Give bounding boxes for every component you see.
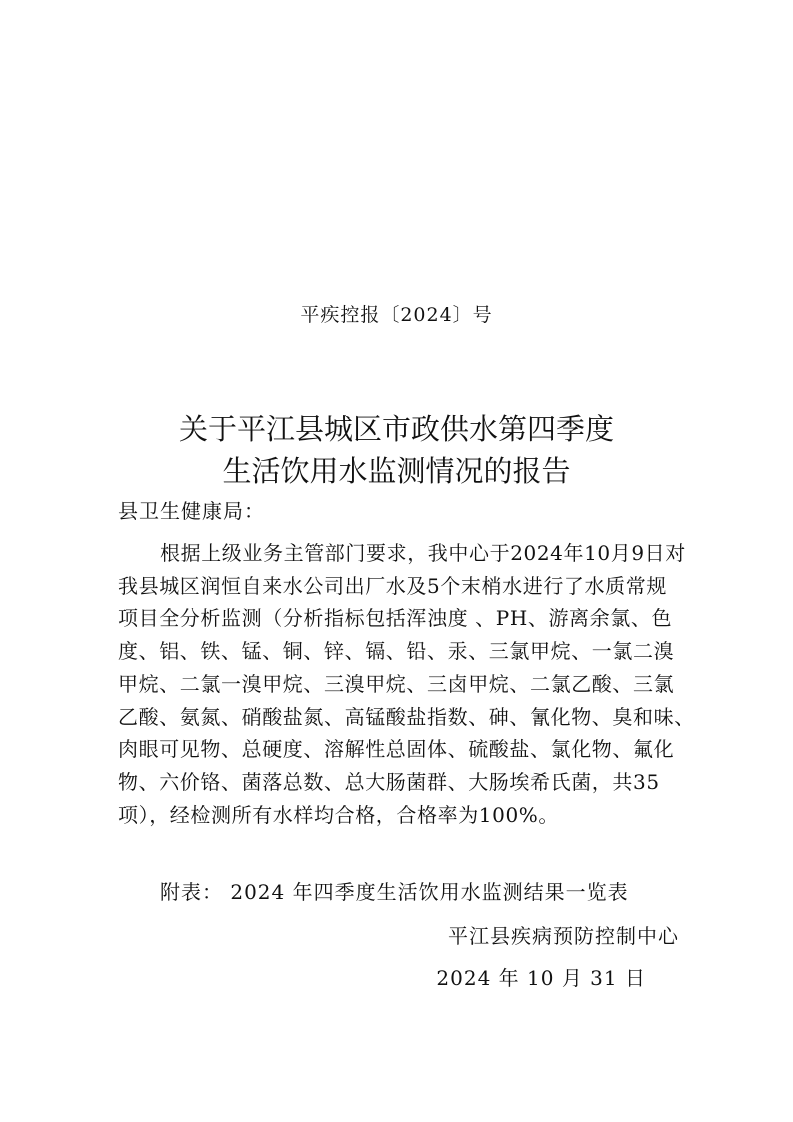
attachment-note: 附表： 2024 年四季度生活饮用水监测结果一览表 [160, 880, 629, 904]
body-line: 肉眼可见物、总硬度、溶解性总固体、硫酸盐、氯化物、氟化 [118, 737, 675, 762]
body-line: 度、铝、铁、锰、铜、锌、镉、铅、汞、三氯甲烷、一氯二溴 [118, 639, 675, 664]
report-body [118, 537, 695, 831]
recipient-salutation: 县卫生健康局： [118, 499, 265, 523]
body-line: 根据上级业务主管部门要求，我中心于2024年10月9日对 [160, 541, 686, 565]
body-line: 项），经检测所有水样均合格，合格率为100%。 [118, 802, 559, 827]
issue-date: 2024 年 10 月 31 日 [436, 966, 646, 990]
issuer-signature: 平江县疾病预防控制中心 [448, 924, 679, 948]
body-line: 物、六价铬、菌落总数、总大肠菌群、大肠埃希氏菌，共35 [118, 769, 660, 794]
body-line: 我县城区润恒自来水公司出厂水及5个末梢水进行了水质常规 [118, 573, 667, 598]
body-line: 乙酸、氨氮、硝酸盐氮、高锰酸盐指数、砷、氰化物、臭和味、 [118, 704, 695, 729]
title-line-2: 生活饮用水监测情况的报告 [222, 454, 571, 488]
body-line: 甲烷、二氯一溴甲烷、三溴甲烷、三卤甲烷、二氯乙酸、三氯 [118, 671, 675, 696]
document-title [0, 408, 793, 492]
document-number: 平疾控报〔2024〕号 [300, 304, 493, 326]
title-line-1: 关于平江县城区市政供水第四季度 [178, 412, 614, 446]
body-line: 项目全分析监测（分析指标包括浑浊度 、PH、游离余氯、色 [118, 606, 673, 631]
